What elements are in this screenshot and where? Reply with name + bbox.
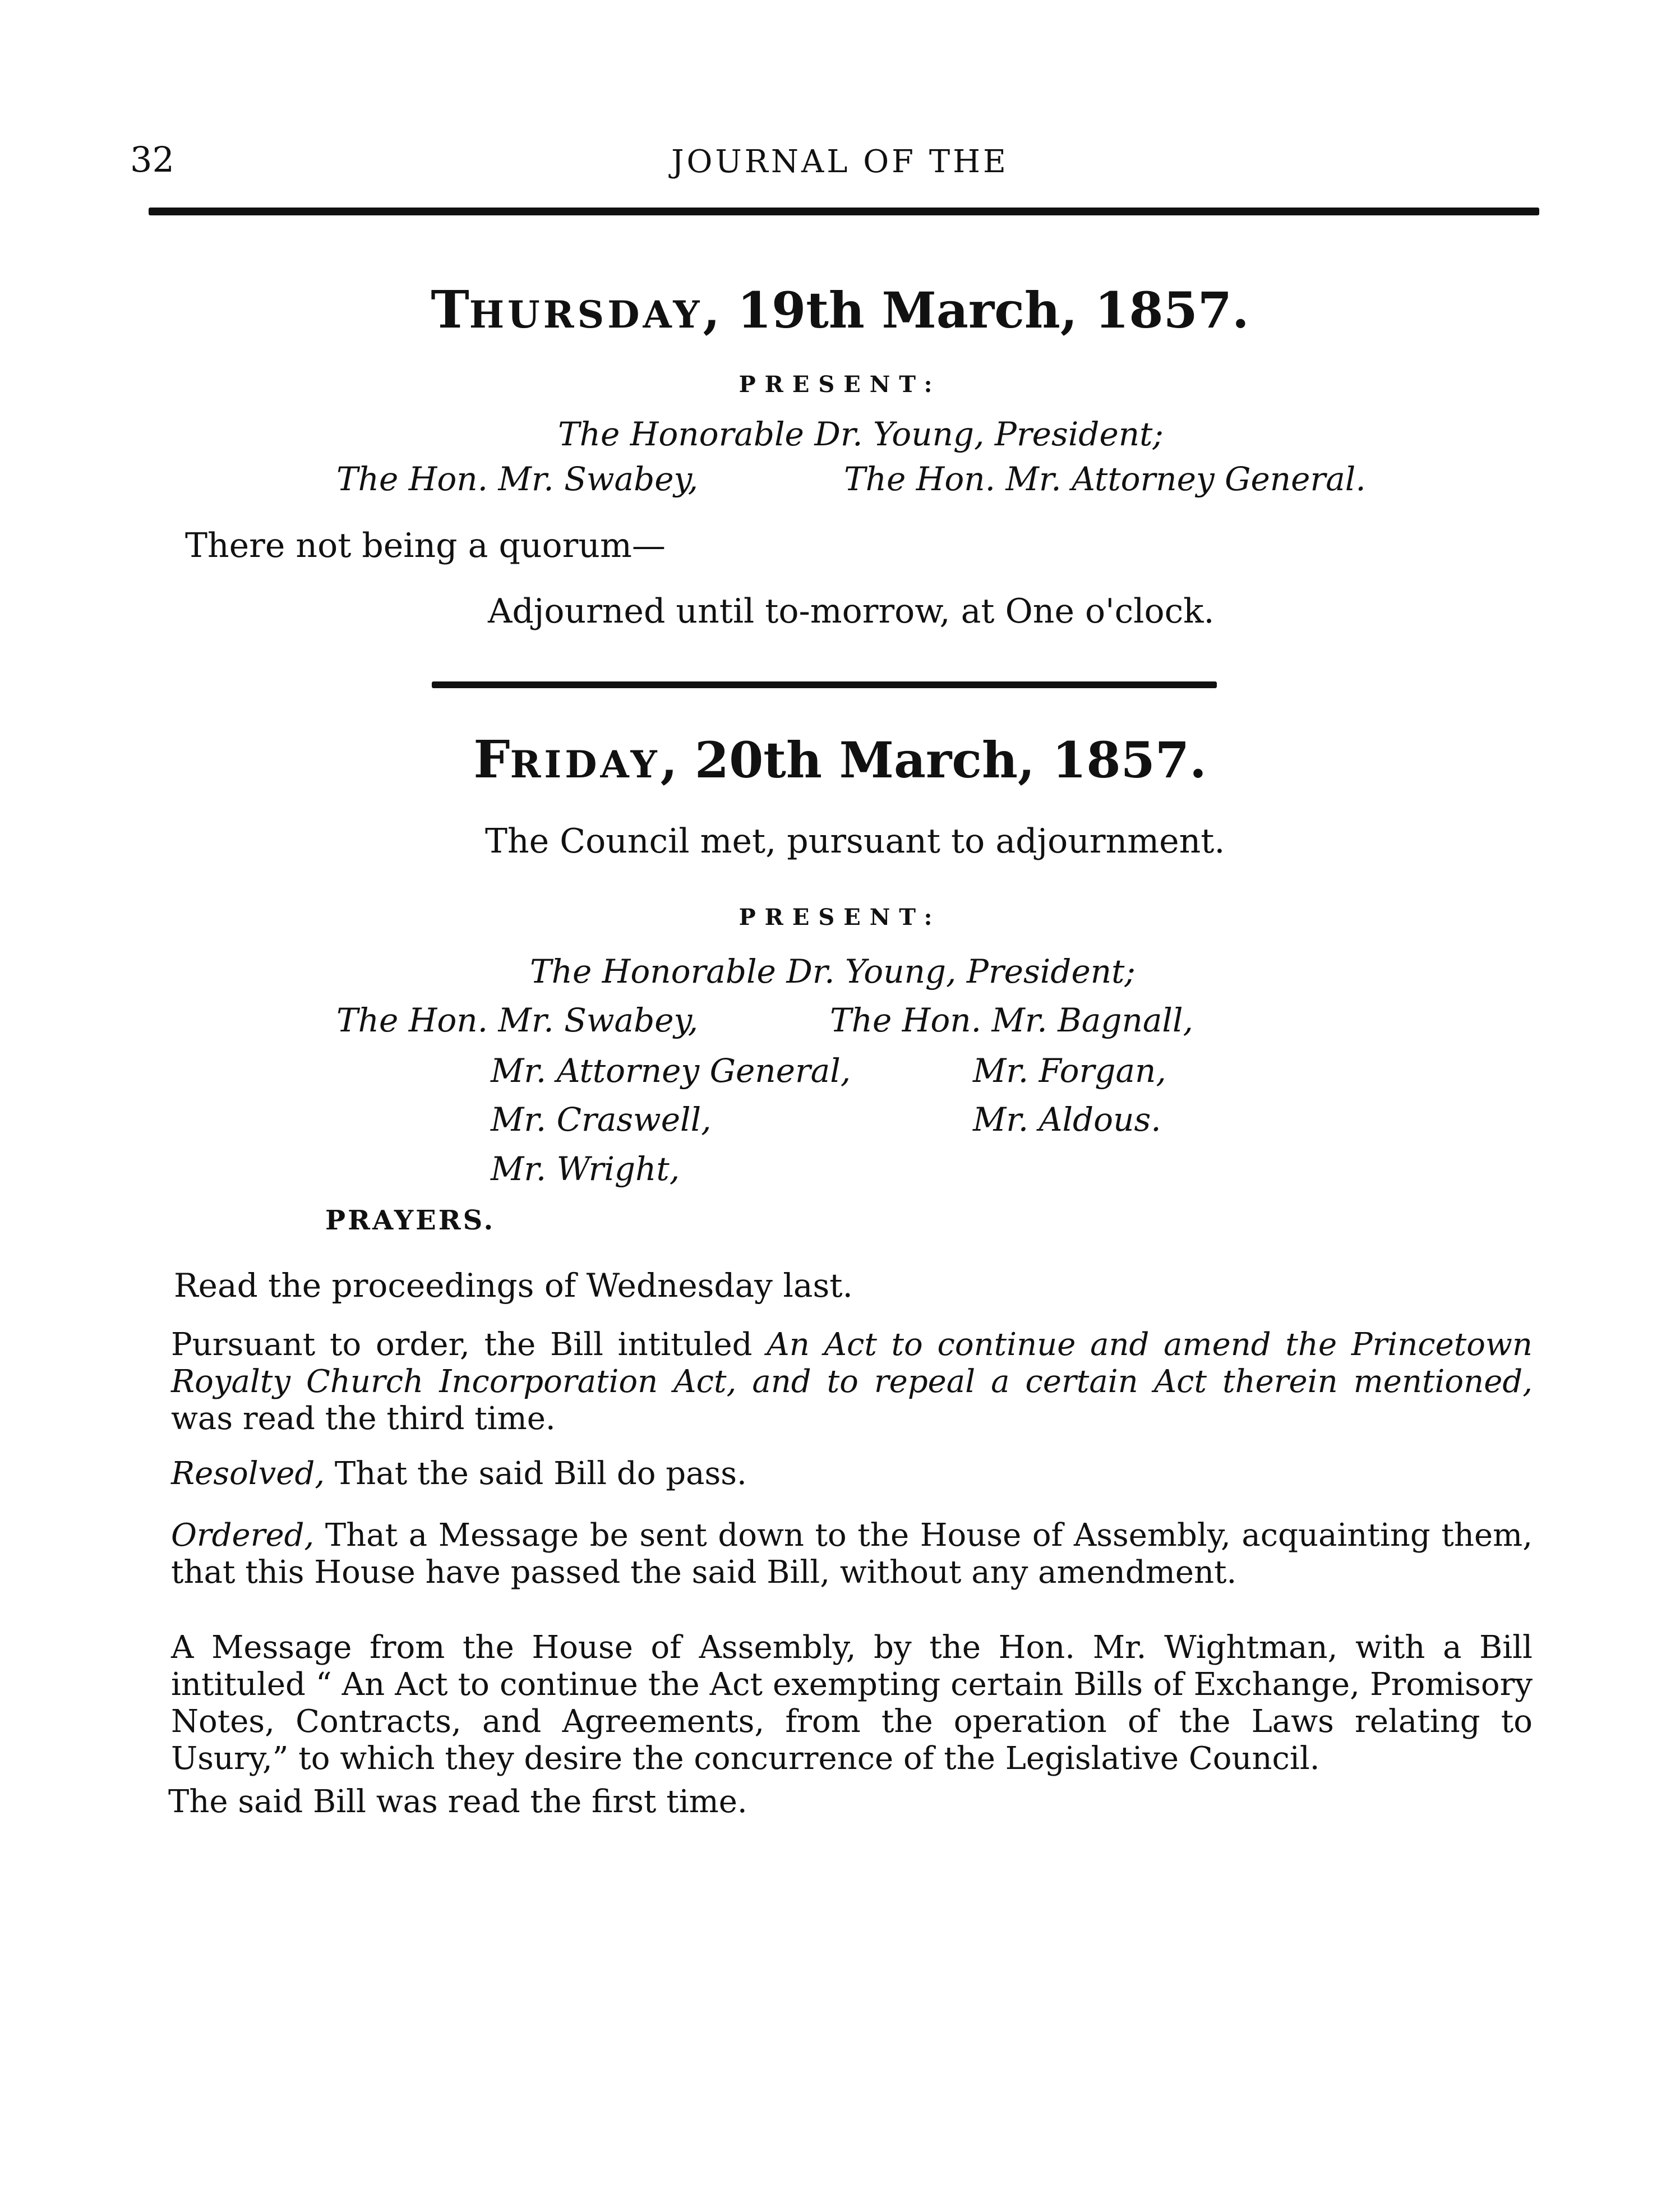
third-reading-tail: was read the third time.	[171, 1400, 556, 1437]
friday-date: , 20th March, 1857.	[660, 731, 1207, 789]
thursday-date: , 19th March, 1857.	[703, 281, 1249, 339]
friday-member-right-3: Mr. Aldous.	[973, 1100, 1161, 1139]
adjourned-text: Adjourned until to-morrow, at One o'clock.	[488, 592, 1215, 631]
read-proceedings-text: Read the proceedings of Wednesday last.	[174, 1266, 853, 1305]
ordered-lead: Ordered,	[171, 1517, 315, 1554]
friday-member-left-4: Mr. Wright,	[491, 1150, 680, 1188]
thursday-day-rest: HURSDAY	[469, 293, 703, 337]
friday-member-right-2: Mr. Forgan,	[973, 1052, 1166, 1090]
resolved-text: That the said Bill do pass.	[325, 1455, 747, 1492]
friday-day-initial: F	[473, 729, 510, 790]
friday-member-right-1: The Hon. Mr. Bagnall,	[830, 1001, 1193, 1039]
message-paragraph: A Message from the House of Assembly, by the Hon. Mr. Wightman, with a Bill intituled “ An Act to continue the Act exempting certain Bills of Exchange, Promisory Notes, Contracts, and Agreements, from the operation of the Laws relating to Usury,” to which they desire the concurrence of the Legislative Council.	[171, 1629, 1533, 1777]
ordered-text: That a Message be sent down to the House of Assembly, acquainting them, that this House have passed the said Bill, without any amendment.	[171, 1517, 1533, 1591]
friday-day-rest: RIDAY	[510, 743, 661, 786]
bill-title: An Act to continue and amend the Princetown Royalty Church Incorporation Act, and to repeal a certain Act therein mentioned,	[171, 1326, 1533, 1400]
friday-member-left-3: Mr. Craswell,	[491, 1100, 712, 1139]
resolved-lead: Resolved,	[171, 1455, 325, 1492]
friday-date-heading	[0, 729, 1680, 790]
ordered-paragraph	[171, 1517, 1533, 1591]
thursday-day-initial: T	[431, 279, 469, 340]
thursday-president: The Honorable Dr. Young, President;	[558, 415, 1164, 453]
no-quorum-text: There not being a quorum—	[185, 526, 666, 565]
page-number: 32	[130, 139, 174, 180]
thursday-present-label: PRESENT:	[739, 371, 941, 398]
thursday-date-heading	[0, 279, 1680, 340]
header-rule	[149, 208, 1539, 215]
section-divider-rule	[432, 681, 1217, 688]
thursday-member-left: The Hon. Mr. Swabey,	[336, 460, 699, 498]
thursday-member-right: The Hon. Mr. Attorney General.	[844, 460, 1366, 498]
third-reading-lead: Pursuant to order, the Bill intituled	[171, 1326, 767, 1363]
council-met-text: The Council met, pursuant to adjournment.	[485, 822, 1225, 861]
friday-present-label: PRESENT:	[739, 904, 941, 930]
third-reading-paragraph	[171, 1326, 1533, 1438]
prayers-heading: PRAYERS.	[325, 1205, 496, 1236]
resolved-paragraph	[171, 1455, 1533, 1492]
friday-member-left-2: Mr. Attorney General,	[491, 1052, 851, 1090]
friday-president: The Honorable Dr. Young, President;	[530, 952, 1136, 990]
friday-member-left-1: The Hon. Mr. Swabey,	[336, 1001, 699, 1039]
first-reading-text: The said Bill was read the first time.	[168, 1784, 747, 1820]
running-title: JOURNAL OF THE	[671, 144, 1009, 180]
